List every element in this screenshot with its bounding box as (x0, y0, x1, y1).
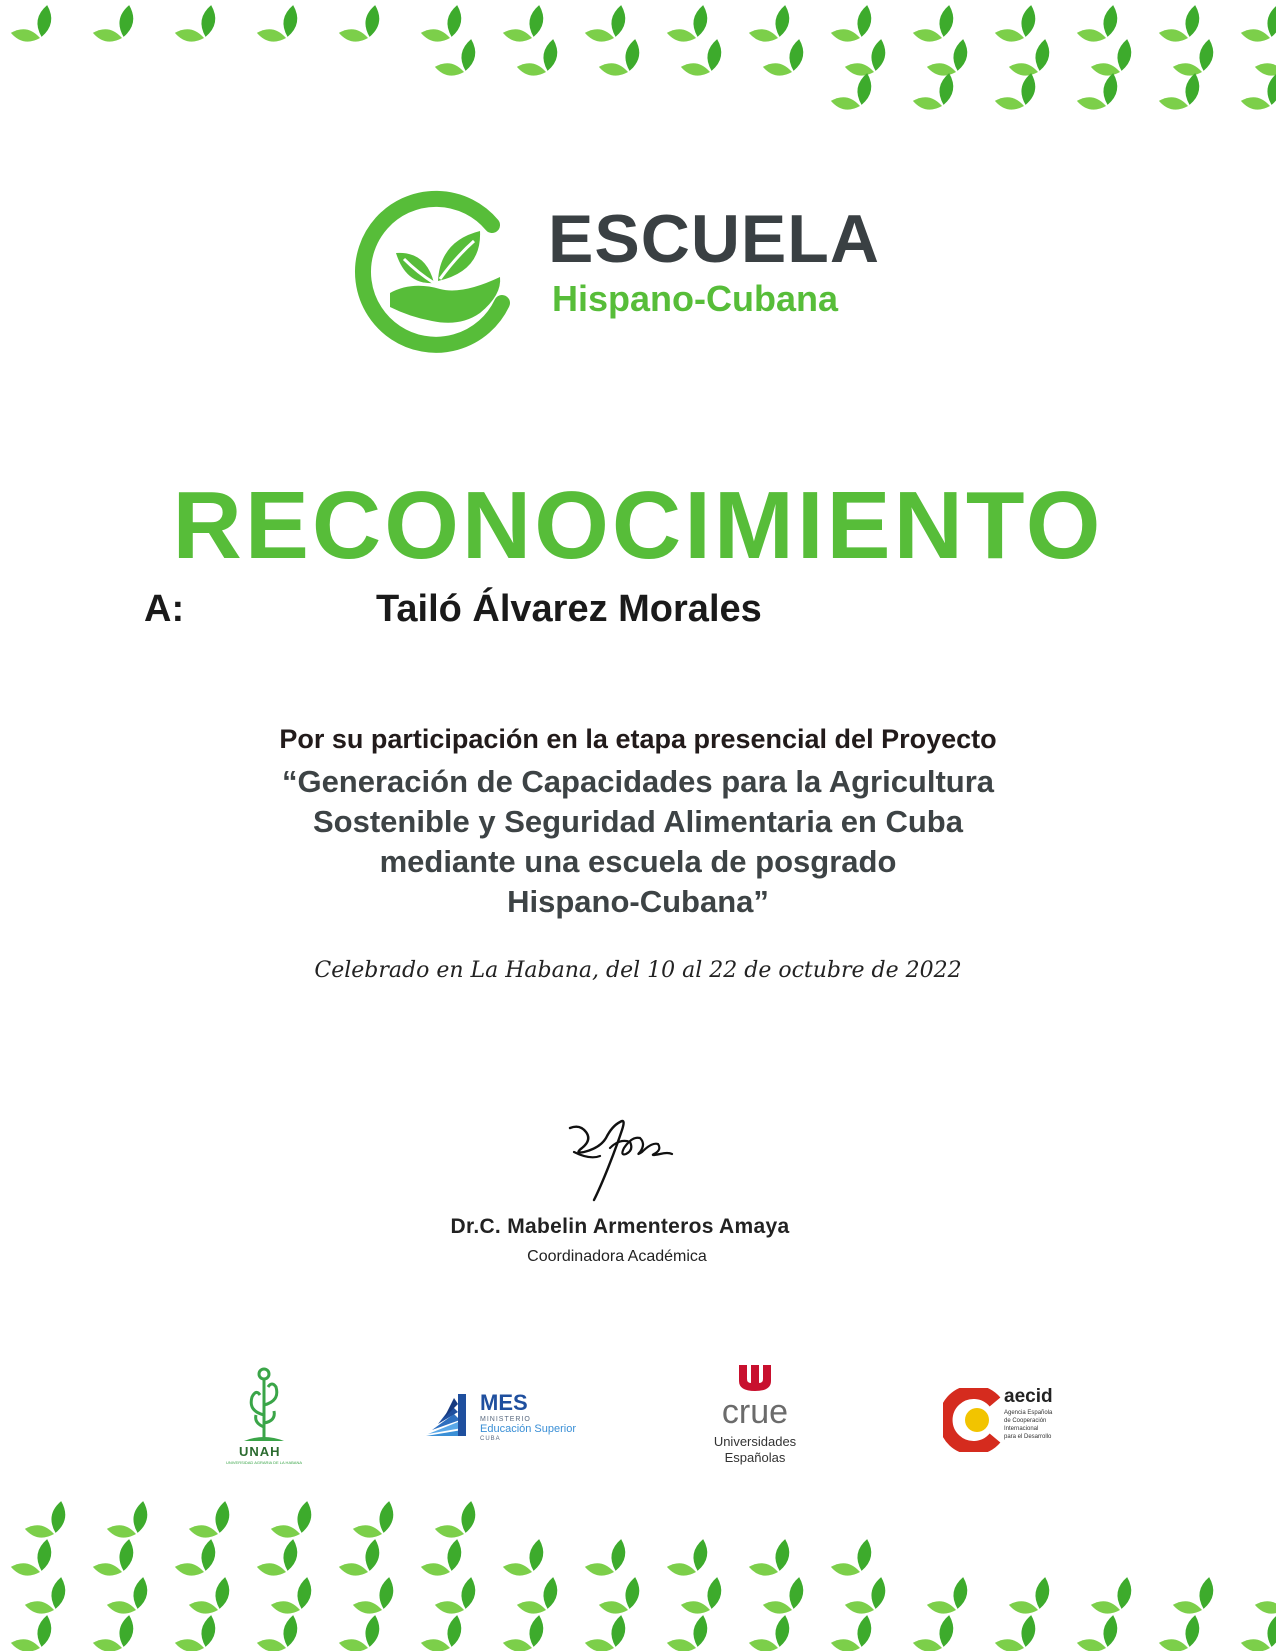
mes-acronym: MES (480, 1390, 528, 1415)
leaf-pair (598, 1577, 648, 1622)
leaf-pair (174, 1615, 224, 1651)
leaf-pair (270, 1501, 320, 1546)
leaf-pair (830, 1615, 880, 1651)
leaf-pair (912, 5, 962, 50)
leaf-pair (420, 1539, 470, 1584)
leaf-pair (926, 1577, 976, 1622)
project-title-line: “Generación de Capacidades para la Agricultura (281, 764, 995, 799)
leaf-pair (92, 1539, 142, 1584)
leaves-bottom-icon (0, 1500, 1276, 1651)
leaf-pair (352, 1577, 402, 1622)
certificate-heading: RECONOCIMIENTO (172, 472, 1104, 579)
leaf-pair (830, 1539, 880, 1584)
leaf-pair (844, 1577, 894, 1622)
logo-title: ESCUELA (548, 201, 880, 277)
leaf-pair (994, 1615, 1044, 1651)
leaf-pair (420, 5, 470, 50)
leaf-pair (748, 1539, 798, 1584)
leaf-pair (174, 5, 224, 50)
leaf-pair (24, 1577, 74, 1622)
partner-logo-aecid (940, 1385, 1070, 1455)
signature-icon (560, 1108, 680, 1208)
leaf-pair (434, 1577, 484, 1622)
aecid-line-4: para el Desarrollo (1004, 1434, 1052, 1440)
leaf-pair (270, 1577, 320, 1622)
mes-fan-icon (422, 1390, 472, 1440)
leaf-pair (680, 1577, 730, 1622)
leaf-pair (1008, 1577, 1058, 1622)
leaf-pair (830, 73, 880, 110)
leaf-pair (748, 1615, 798, 1651)
leaf-in-hand-icon (352, 185, 522, 355)
leaf-pair (1076, 1615, 1126, 1651)
leaf-pair (256, 5, 306, 50)
leaf-pair (516, 1577, 566, 1622)
mes-line-1: MINISTERIO (480, 1416, 531, 1423)
leaf-pair (10, 1539, 60, 1584)
leaf-pair (502, 1539, 552, 1584)
leaf-pair (1158, 5, 1208, 50)
leaf-pair (420, 1615, 470, 1651)
school-logo (352, 185, 912, 355)
leaf-pair (434, 1501, 484, 1546)
leaf-pair (10, 5, 60, 50)
leaf-pattern-top (0, 0, 1276, 110)
leaf-pair (1158, 1615, 1208, 1651)
leaf-pair (1254, 39, 1276, 84)
crue-u-icon (737, 1365, 773, 1391)
leaf-pair (256, 1539, 306, 1584)
recipient-prefix: A: (144, 588, 185, 630)
leaf-pair (24, 1501, 74, 1546)
unah-full-name: UNIVERSIDAD AGRARIA DE LA HABANA (225, 1460, 303, 1465)
leaf-pair (516, 39, 566, 84)
aecid-line-2: de Cooperación (1004, 1418, 1047, 1424)
leaf-pair (502, 5, 552, 50)
leaf-pair (256, 1615, 306, 1651)
leaf-pair (1254, 1577, 1276, 1622)
event-date: Celebrado en La Habana, del 10 al 22 de octubre de 2022 (314, 958, 962, 983)
leaf-pair (10, 1615, 60, 1651)
leaf-pair (1076, 5, 1126, 50)
leaf-pair (188, 1501, 238, 1546)
leaf-pair (994, 5, 1044, 50)
leaf-pair (434, 39, 484, 84)
leaf-pair (994, 73, 1044, 110)
leaf-pair (502, 1615, 552, 1651)
leaf-pair (830, 5, 880, 50)
leaf-pair (1076, 73, 1126, 110)
project-title-line: Sostenible y Seguridad Alimentaria en Cuba (312, 804, 963, 839)
crue-line-1: Universidades (713, 1434, 797, 1449)
aecid-name: aecid (1004, 1386, 1053, 1407)
leaf-pair (666, 5, 716, 50)
partner-logo-unah (225, 1365, 303, 1475)
leaf-pair (762, 39, 812, 84)
unah-acronym: UNAH (239, 1444, 281, 1459)
leaf-pair (912, 73, 962, 110)
aecid-line-1: Agencia Española (1004, 1410, 1053, 1416)
leaf-pair (338, 1615, 388, 1651)
signatory-name: Dr.C. Mabelin Armenteros Amaya (450, 1215, 790, 1238)
aecid-line-3: Internacional (1004, 1426, 1039, 1432)
leaf-pair (584, 1539, 634, 1584)
leaf-pair (106, 1501, 156, 1546)
signatory-role: Coordinadora Académica (527, 1248, 707, 1265)
leaf-pair (1240, 5, 1276, 50)
leaf-pair (584, 5, 634, 50)
unah-tree-icon (234, 1365, 294, 1443)
leaf-pair (912, 1615, 962, 1651)
project-title-line: mediante una escuela de posgrado (379, 844, 897, 879)
leaf-pattern-bottom (0, 1500, 1276, 1651)
leaf-pair (1172, 1577, 1222, 1622)
crue-name: crue (721, 1393, 789, 1431)
leaf-pair (106, 1577, 156, 1622)
leaf-pair (338, 5, 388, 50)
leaf-pair (92, 5, 142, 50)
leaf-pair (1158, 73, 1208, 110)
leaf-pair (666, 1615, 716, 1651)
crue-line-2: Españolas (724, 1450, 786, 1465)
leaf-pair (92, 1615, 142, 1651)
mes-line-3: CUBA (480, 1436, 501, 1442)
leaves-top-icon (0, 0, 1276, 110)
leaf-pair (1240, 1615, 1276, 1651)
leaf-pair (748, 5, 798, 50)
leaf-pair (762, 1577, 812, 1622)
leaf-pair (174, 1539, 224, 1584)
leaf-pair (1090, 1577, 1140, 1622)
leaf-pair (598, 39, 648, 84)
leaf-pair (666, 1539, 716, 1584)
leaf-pair (584, 1615, 634, 1651)
logo-subtitle: Hispano-Cubana (552, 278, 839, 319)
recipient-name: Tailó Álvarez Morales (376, 588, 762, 630)
leaf-pair (338, 1539, 388, 1584)
participation-intro: Por su participación en la etapa presencial del Proyecto (279, 724, 997, 754)
mes-line-2: Educación Superior (480, 1423, 577, 1435)
project-title (0, 762, 1276, 922)
partner-logo-mes (422, 1390, 582, 1445)
leaf-pair (188, 1577, 238, 1622)
leaf-pair (680, 39, 730, 84)
leaf-pair (1240, 73, 1276, 110)
aecid-c-icon (943, 1388, 1005, 1452)
leaf-pair (352, 1501, 402, 1546)
project-title-line: Hispano-Cubana” (507, 884, 769, 919)
partner-logo-crue (705, 1365, 805, 1470)
